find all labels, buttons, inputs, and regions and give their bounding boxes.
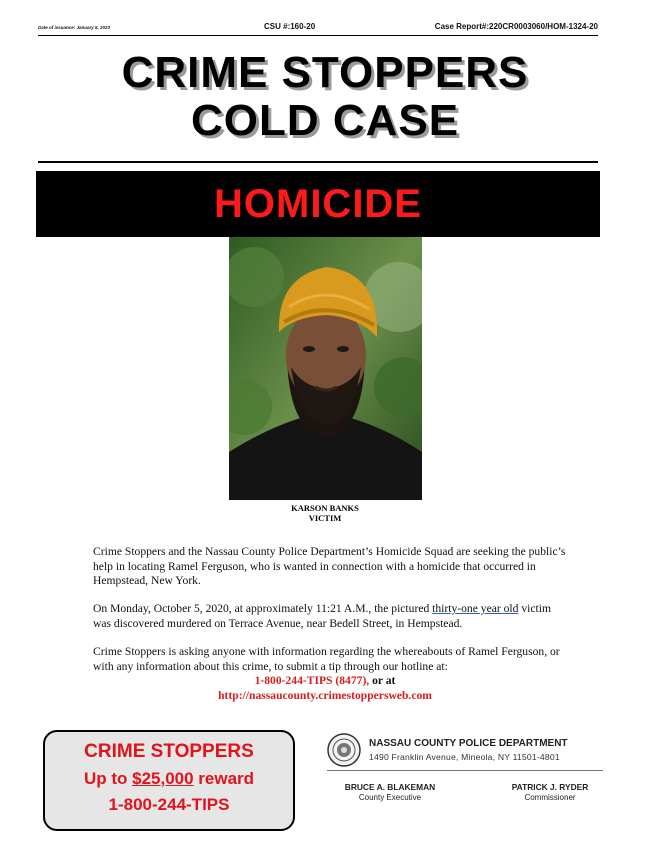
signatory-county-executive: [330, 782, 450, 802]
signatory-title: Commissioner: [524, 793, 576, 802]
reward-amount: $25,000: [132, 769, 194, 788]
reward-box: [43, 730, 295, 831]
victim-portrait-image: [229, 237, 422, 500]
hotline-number[interactable]: 1-800-244-TIPS (8477),: [254, 674, 370, 687]
header-bar: [38, 21, 598, 36]
victim-role: VICTIM: [308, 513, 342, 523]
incident-text-a: On Monday, October 5, 2020, at approximately 11:21 A.M., the pictured: [93, 602, 433, 615]
department-name: NASSAU COUNTY POLICE DEPARTMENT: [369, 738, 568, 749]
department-divider: [327, 770, 603, 771]
homicide-banner: [36, 171, 600, 237]
hotline-or-at: or at: [369, 674, 396, 687]
website-link[interactable]: http://nassaucounty.crimestoppersweb.com: [218, 689, 432, 702]
banner-text: HOMICIDE: [214, 181, 422, 226]
signatory-name: PATRICK J. RYDER: [511, 782, 589, 792]
reward-phone[interactable]: 1-800-244-TIPS: [108, 795, 230, 814]
police-seal-icon: [327, 733, 361, 767]
headline-cold-case: COLD CASE: [190, 96, 460, 145]
headline-crime-stoppers: CRIME STOPPERS: [121, 48, 529, 97]
victim-photo: [229, 237, 422, 500]
reward-prefix: Up to: [83, 769, 133, 788]
csu-number: CSU #:160-20: [264, 22, 316, 31]
case-report-number: Case Report#:220CR0003060/HOM-1324-20: [434, 22, 598, 31]
paragraph-incident: [93, 602, 568, 631]
department-address: 1490 Franklin Avenue, Mineola, NY 11501-4801: [369, 752, 560, 762]
victim-age-text: thirty-one year old: [432, 602, 519, 615]
hotline-line: [0, 674, 650, 687]
reward-suffix: reward: [193, 769, 255, 788]
incident-text-b: victim was discovered murdered on Terrace Avenue, near Bedell Street, in Hempstead.: [93, 602, 551, 630]
signatory-name: BRUCE A. BLAKEMAN: [344, 782, 436, 792]
reward-title: CRIME STOPPERS: [84, 741, 254, 762]
paragraph-intro: Crime Stoppers and the Nassau County Police Department’s Homicide Squad are seeking the public’s help in locating Ramel Ferguson, who is wanted in connection with a homicide that occurred in Hempstead, New York.: [93, 545, 566, 587]
reward-amount-line: [45, 769, 293, 789]
paragraph-request: Crime Stoppers is asking anyone with information regarding the whereabouts of Ramel Ferguson, or with any information about this crime, to submit a tip through our hotline at:: [93, 645, 560, 673]
signatory-title: County Executive: [358, 793, 422, 802]
issuance-date: Date of issuance: January 5, 2023: [38, 25, 111, 30]
signatory-commissioner: [495, 782, 605, 802]
divider: [38, 161, 598, 163]
victim-name: KARSON BANKS: [291, 503, 359, 513]
